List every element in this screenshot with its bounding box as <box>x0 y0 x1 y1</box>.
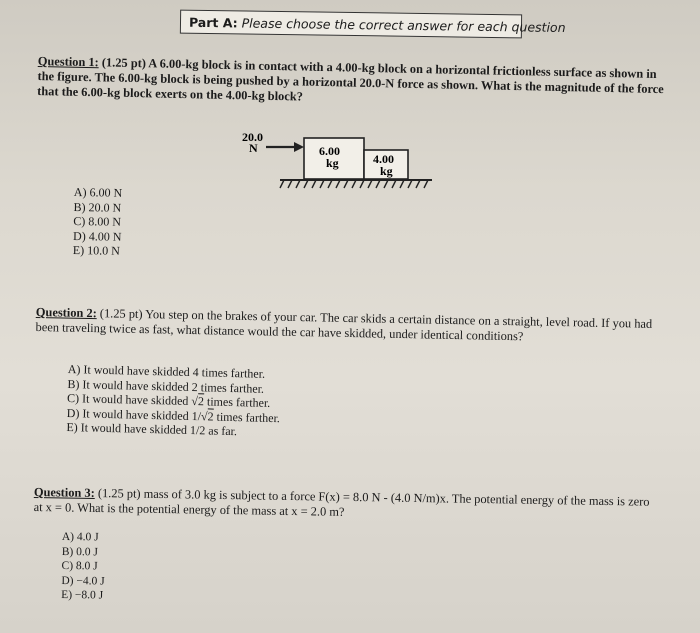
choice-1e: E) 10.0 N <box>72 243 120 259</box>
block-6kg-unit: kg <box>326 156 339 170</box>
choice-2d-post: times farther. <box>213 409 281 425</box>
question-1-title: Question 1: <box>37 54 99 70</box>
force-value-label: 20.0 <box>242 130 263 144</box>
choice-3b: B) 0.0 J <box>61 545 98 559</box>
part-a-header <box>180 10 566 39</box>
question-1-points: (1.25 pt) <box>98 55 147 71</box>
choice-1d: D) 4.00 N <box>72 228 122 244</box>
choice-1c: C) 8.00 N <box>73 214 122 230</box>
question-2-points: (1.25 pt) <box>96 306 143 322</box>
force-arrow-head <box>294 142 304 152</box>
question-3-title: Question 3: <box>33 485 95 500</box>
question-2-text: You step on the brakes of your car. The car skids a certain distance on a straight, level road. If you had been traveling twice as fast, what distance would the car have skidded, under identical conditions? <box>35 307 653 344</box>
choice-3e: E) −8.0 J <box>61 589 104 602</box>
question-2-title: Question 2: <box>35 305 97 321</box>
block-6kg-mass: 6.00 <box>319 144 340 158</box>
question-1 <box>37 54 668 112</box>
choice-3a: A) 4.0 J <box>61 530 99 544</box>
question-2-choices <box>66 362 281 440</box>
choice-2d-radicand: 2 <box>207 409 214 424</box>
question-1-text: A 6.00-kg block is in contact with a 4.00-kg block on a horizontal frictionless surface as shown in the figure. The 6.00-kg block is being pushed by a horizontal 20.0-N force as shown. What is the magnitude of the force that the 6.00-kg block exerts on the 4.00-kg block? <box>37 56 664 104</box>
blocks-figure <box>240 130 440 194</box>
instructions-text: Please choose the correct answer for each question <box>237 15 566 35</box>
question-1-choices <box>73 185 123 259</box>
choice-2c-post: times farther. <box>203 394 271 411</box>
choice-3d: D) −4.0 J <box>61 574 105 588</box>
floor-hatching <box>280 180 428 188</box>
choice-2e: E) It would have skidded 1/2 as far. <box>66 420 238 439</box>
part-label: Part A: <box>188 14 238 31</box>
question-3-choices <box>61 530 105 603</box>
choice-2c-pre: C) It would have skidded <box>66 391 192 409</box>
choice-1a: A) 6.00 N <box>73 185 123 200</box>
question-3-text: mass of 3.0 kg is subject to a force F(x) = 8.0 N - (4.0 N/m)x. The potential energy of the mass is zero at x = 0. What is the potential energy of the mass at x = 2.0 m? <box>33 486 650 519</box>
sqrt-symbol: √2 <box>191 394 205 409</box>
block-4kg-mass: 4.00 <box>373 152 394 166</box>
sqrt-symbol: √2 <box>200 409 214 424</box>
question-3-points: (1.25 pt) <box>94 485 141 501</box>
choice-2c-radicand: 2 <box>197 394 205 409</box>
choice-2a: A) It would have skidded 4 times farther. <box>67 362 266 381</box>
question-2 <box>35 305 655 347</box>
choice-3c: C) 8.0 J <box>61 560 98 573</box>
question-3 <box>34 485 654 525</box>
block-4kg-unit: kg <box>380 164 393 178</box>
force-unit-label: N <box>249 141 258 155</box>
choice-1b: B) 20.0 N <box>73 199 122 215</box>
choice-2b: B) It would have skidded 2 times farther. <box>67 376 265 396</box>
choice-2d-pre: D) It would have skidded 1/ <box>66 405 202 424</box>
